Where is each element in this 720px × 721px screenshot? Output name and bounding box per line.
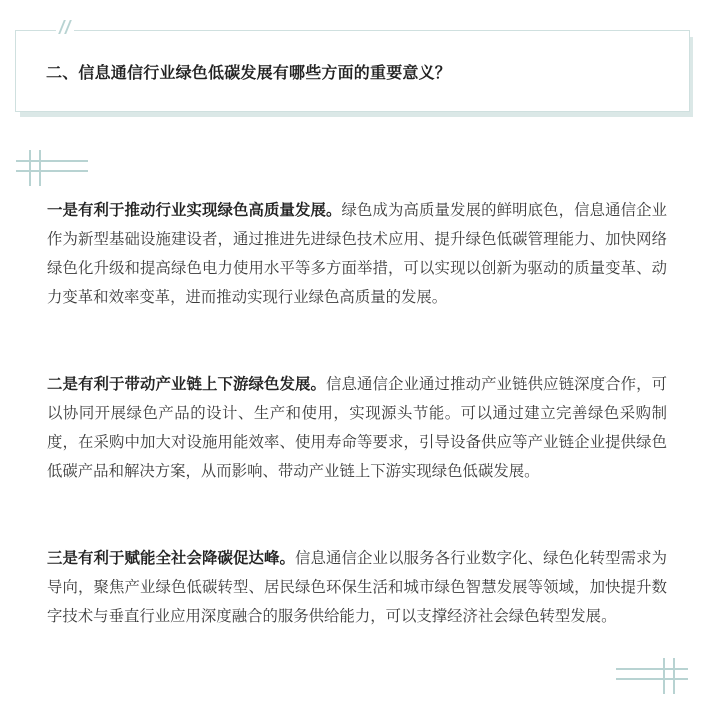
- section-lead-1: 一是有利于推动行业实现绿色高质量发展。: [47, 201, 342, 219]
- hash-lines-icon: [16, 150, 88, 186]
- section-lead-3: 三是有利于赋能全社会降碳促达峰。: [47, 549, 296, 567]
- section-paragraph-3: [47, 544, 667, 631]
- section-lead-2: 二是有利于带动产业链上下游绿色发展。: [47, 375, 327, 393]
- section-body-2: 信息通信企业通过推动产业链供应链深度合作，可以协同开展绿色产品的设计、生产和使用，实现源头节能。可以通过建立完善绿色采购制度，在采购中加大对设施用能效率、使用寿命等要求，引导设备供应等产业链企业提供绿色低碳产品和解决方案，从而影响、带动产业链上下游实现绿色低碳发展。: [47, 375, 667, 480]
- section-paragraph-2: [47, 370, 667, 486]
- page-title: 二、信息通信行业绿色低碳发展有哪些方面的重要意义？: [46, 63, 452, 82]
- section-body-3: 信息通信企业以服务各行业数字化、绿色化转型需求为导向，聚焦产业绿色低碳转型、居民绿色环保生活和城市绿色智慧发展等领域，加快提升数字技术与垂直行业应用深度融合的服务供给能力，可以支撑经济社会绿色转型发展。: [47, 549, 667, 625]
- hash-lines-icon: [616, 658, 688, 694]
- section-paragraph-1: [47, 196, 667, 312]
- section-body-1: 绿色成为高质量发展的鲜明底色，信息通信企业作为新型基础设施建设者，通过推进先进绿色技术应用、提升绿色低碳管理能力、加快网络绿色化升级和提高绿色电力使用水平等多方面举措，可以实现以创新为驱动的质量变革、动力变革和效率变革，进而推动实现行业绿色高质量的发展。: [47, 201, 667, 306]
- double-slash-icon: [56, 19, 74, 35]
